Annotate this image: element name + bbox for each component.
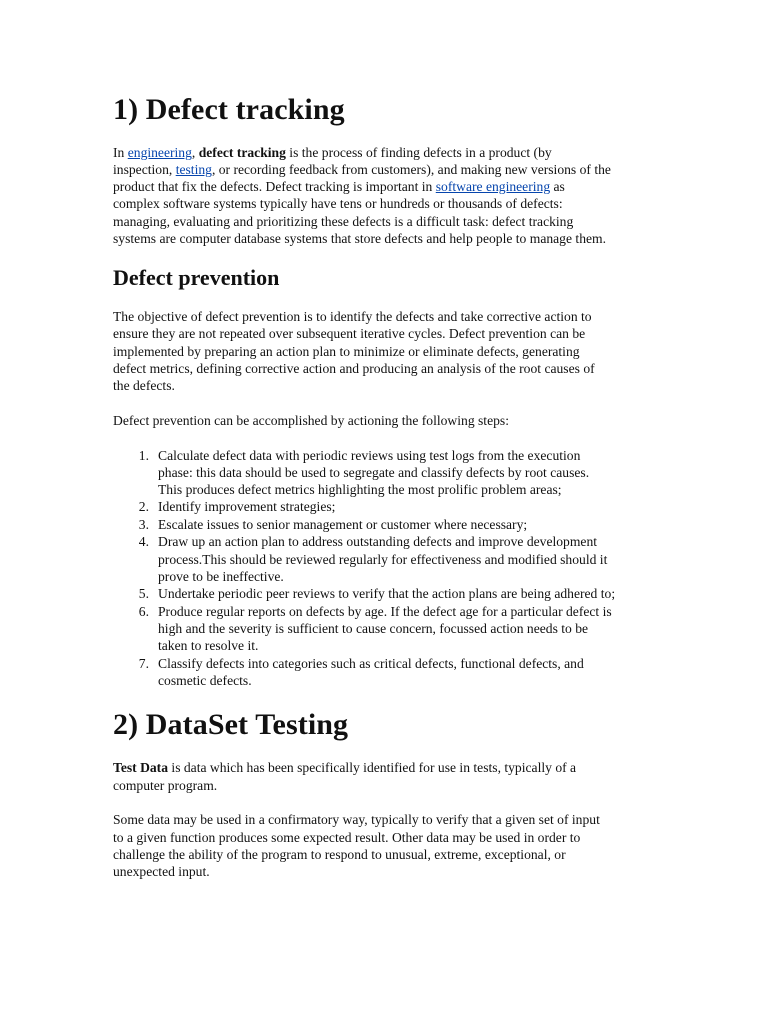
list-item-line: phase: this data should be used to segregate and classify defects by root causes. — [158, 465, 590, 480]
paragraph-line: challenge the ability of the program to respond to unusual, extreme, exceptional, or — [113, 847, 566, 862]
list-item-number: 4. — [138, 534, 149, 549]
list-item-line: cosmetic defects. — [158, 673, 252, 688]
list-item-number: 3. — [138, 517, 149, 532]
list-item-number: 5. — [138, 586, 149, 601]
list-item-line: taken to resolve it. — [158, 638, 259, 653]
bold-term-test-data: Test Data — [113, 760, 169, 775]
paragraph-line: complex software systems typically have tens or hundreds or thousands of defects: — [113, 196, 563, 211]
list-item-line: This produces defect metrics highlighting the most prolific problem areas; — [158, 482, 562, 497]
list-item-number: 1. — [138, 448, 149, 463]
paragraph-line: ensure they are not repeated over subsequent iterative cycles. Defect prevention can be — [113, 326, 586, 341]
link-engineering[interactable]: engineering — [127, 145, 192, 160]
heading-defect-prevention: Defect prevention — [113, 265, 280, 290]
list-item-number: 6. — [138, 604, 149, 619]
list-item-line: high and the severity is sufficient to cause concern, focussed action needs to be — [158, 621, 589, 636]
list-item-line: Produce regular reports on defects by age. If the defect age for a particular defect is — [158, 604, 612, 619]
paragraph-line: managing, evaluating and prioritizing these defects is a difficult task: defect tracking — [113, 214, 574, 229]
list-item-line: Draw up an action plan to address outstanding defects and improve development — [158, 534, 598, 549]
list-item-line: Undertake periodic peer reviews to verify that the action plans are being adhered to; — [158, 586, 616, 601]
link-testing[interactable]: testing — [175, 162, 212, 177]
paragraph-line: computer program. — [113, 778, 218, 793]
paragraph-line: product that fix the defects. Defect tracking is important in software engineering as — [113, 179, 565, 194]
list-item-line: process.This should be reviewed regularly for effectiveness and modified should it — [158, 552, 608, 567]
paragraph-line: implemented by preparing an action plan to minimize or eliminate defects, generating — [113, 344, 580, 359]
list-item-line: prove to be ineffective. — [158, 569, 284, 584]
heading-dataset-testing: 2) DataSet Testing — [113, 708, 349, 741]
paragraph-line: Test Data is data which has been specifically identified for use in tests, typically of a — [113, 760, 577, 775]
list-item-line: Calculate defect data with periodic reviews using test logs from the execution — [158, 448, 581, 463]
paragraph-line: Some data may be used in a confirmatory way, typically to verify that a given set of input — [113, 812, 600, 827]
paragraph-line: unexpected input. — [113, 864, 210, 879]
list-item-number: 2. — [138, 499, 149, 514]
paragraph-line: the defects. — [113, 378, 175, 393]
heading-defect-tracking: 1) Defect tracking — [113, 93, 345, 126]
paragraph-line: In engineering, defect tracking is the process of finding defects in a product (by — [113, 145, 552, 160]
list-item-number: 7. — [138, 656, 149, 671]
paragraph-line: systems are computer database systems that store defects and help people to manage them. — [113, 231, 606, 246]
paragraph-line: The objective of defect prevention is to identify the defects and take corrective action to — [113, 309, 592, 324]
link-software-engineering[interactable]: software engineering — [435, 179, 551, 194]
paragraph-line: defect metrics, defining corrective action and producing an analysis of the root causes of — [113, 361, 595, 376]
list-item-line: Classify defects into categories such as critical defects, functional defects, and — [158, 656, 584, 671]
paragraph-line: to a given function produces some expected result. Other data may be used in order to — [113, 830, 581, 845]
paragraph-line: Defect prevention can be accomplished by actioning the following steps: — [113, 413, 509, 428]
list-item-line: Escalate issues to senior management or customer where necessary; — [158, 517, 528, 532]
list-item-line: Identify improvement strategies; — [158, 499, 336, 514]
bold-term-defect-tracking: defect tracking — [198, 145, 286, 160]
paragraph-line: inspection, testing, or recording feedback from customers), and making new versions of the — [113, 162, 611, 177]
